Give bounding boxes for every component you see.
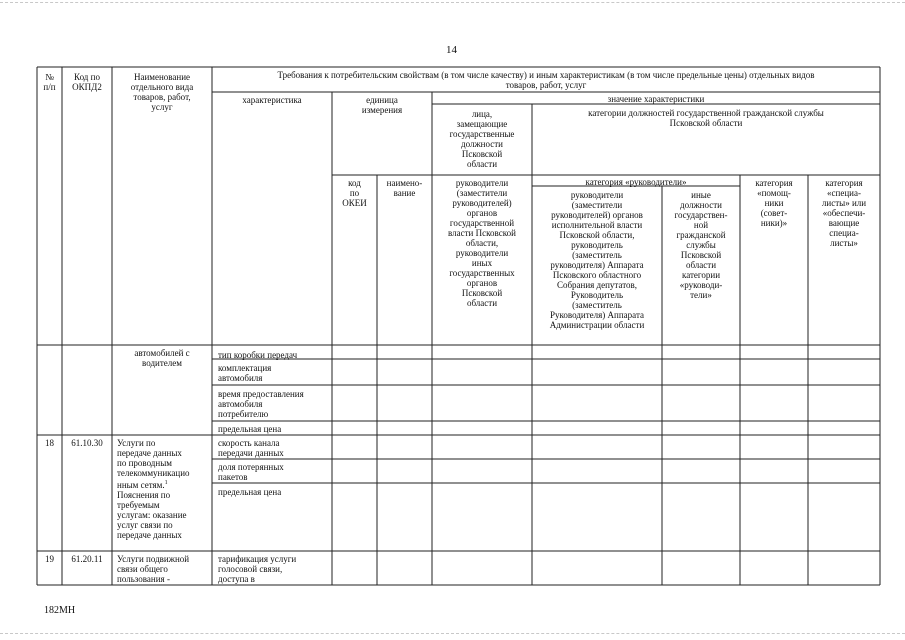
row-characteristic: скорость канала передачи данных <box>218 438 284 458</box>
row-item-explanation: Пояснения по требуемым услугам: оказание услуг связи по передаче данных <box>117 490 187 540</box>
header-item-name: Наименование отдельного вида товаров, работ, услуг <box>130 72 194 112</box>
header-okpd2-code: Код по ОКПД2 <box>72 72 102 92</box>
row-num: 18 <box>45 438 54 448</box>
row-characteristic: доля потерянных пакетов <box>218 462 284 482</box>
footer-code: 182МН <box>44 605 76 616</box>
header-unit: единица измерения <box>361 95 403 115</box>
header-category-assistants: категория «помощ- ники (совет- ники)» <box>755 178 793 228</box>
row-item-name: автомобилей с водителем <box>134 348 190 368</box>
header-category-specialists: категория «специа- листы» или «обеспечи- вающие специа- листы» <box>821 178 867 248</box>
header-leaders-sub2: иные должности государствен- ной гражданской службы Псковской области категории «руководи- тели» <box>674 190 728 300</box>
header-persons: лица, замещающие государственные должности Псковской области <box>449 109 515 169</box>
row-okpd2-code: 61.20.11 <box>71 554 103 564</box>
header-characteristic: характеристика <box>242 95 302 105</box>
header-leaders-sub1: руководители (заместители руководителей) органов исполнительной власти Псковской области, руководитель (заместитель руководителя) Аппарата Псковского областного Собрания депутатов, Руководитель (заместитель Руководителя) Аппарата Администрации области <box>549 190 645 330</box>
header-okei-code: код по ОКЕИ <box>342 178 367 208</box>
row-characteristic: время предоставления автомобиля потребителю <box>218 389 304 419</box>
row-num: 19 <box>45 554 54 564</box>
row-item-name: Услуги подвижной связи общего пользования - <box>117 554 190 584</box>
row-characteristic: предельная цена <box>218 487 282 497</box>
header-category-leaders: категория «руководители» <box>585 177 687 187</box>
row-characteristic: тип коробки передач <box>218 350 298 360</box>
page-number: 14 <box>446 44 457 56</box>
header-value: значение характеристики <box>607 94 705 104</box>
header-unit-name: наимено- вание <box>386 178 423 198</box>
row-okpd2-code: 61.10.30 <box>71 438 103 448</box>
row-characteristic: комплектация автомобиля <box>218 363 272 383</box>
header-num: № п/п <box>43 72 56 92</box>
row-characteristic: тарификация услуги голосовой связи, доступа в <box>218 554 297 584</box>
row-characteristic: предельная цена <box>218 424 282 434</box>
header-requirements: Требования к потребительским свойствам (в том числе качеству) и иным характеристикам (в том числе предельные цены) отдельных видов товаров, работ, услуг <box>277 70 815 90</box>
header-leaders: руководители (заместители руководителей) органов государственной власти Псковской области, руководители иных государственных органов Псковской области <box>448 178 516 308</box>
row-item-name: Услуги по передаче данных по проводным телекоммуникацио нным сетям.$^1$ <box>117 438 190 490</box>
header-civil-categories: категории должностей государственной гражданской службы Псковской области <box>588 108 824 128</box>
